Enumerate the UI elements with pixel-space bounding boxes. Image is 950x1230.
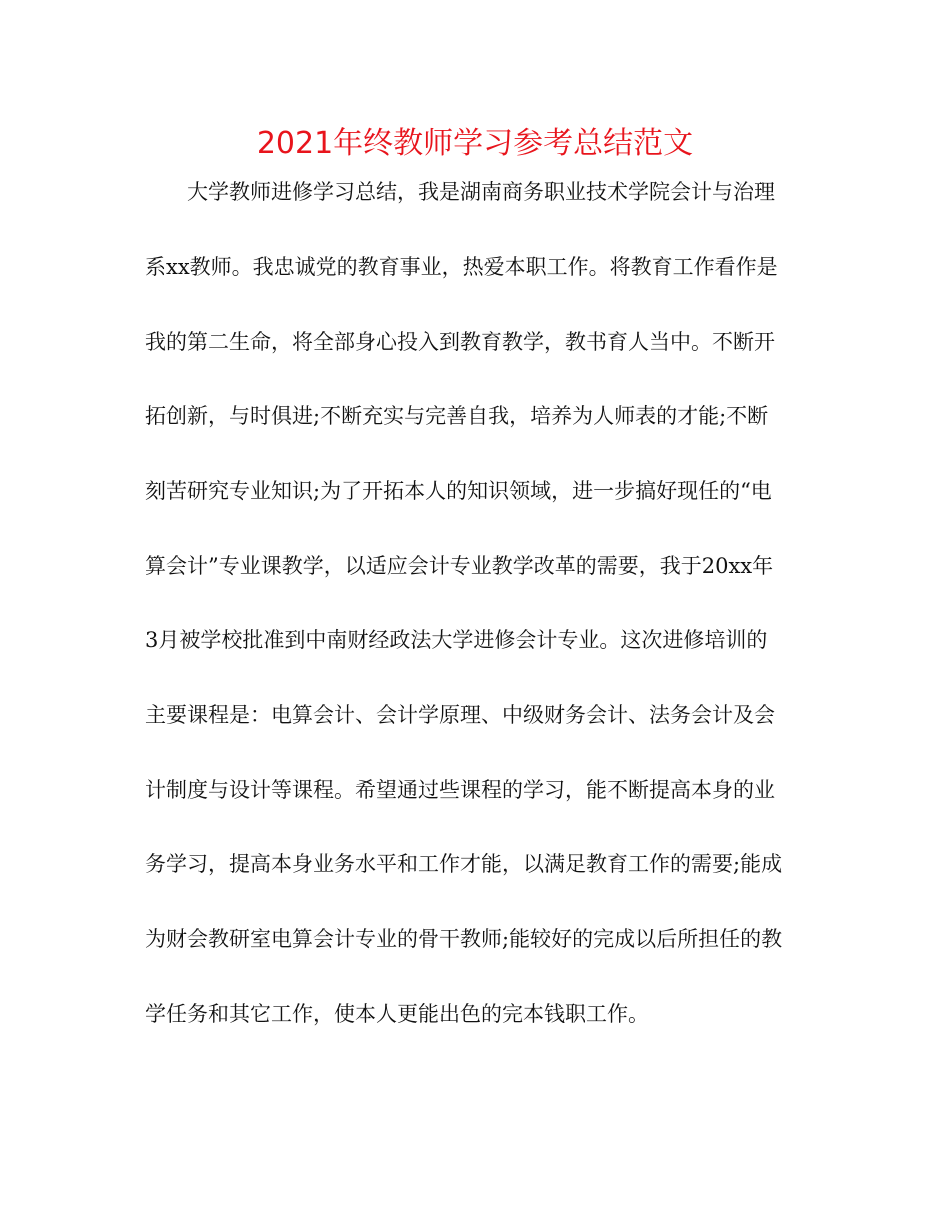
body-line: 主要课程是：电算会计、会计学原理、中级财务会计、法务会计及会 xyxy=(145,703,775,727)
body-line: 我的第二生命，将全部身心投入到教育教学，教书育人当中。不断开 xyxy=(145,330,775,354)
body-line: 为财会教研室电算会计专业的骨干教师;能较好的完成以后所担任的教 xyxy=(145,927,783,951)
body-line: 计制度与设计等课程。希望通过些课程的学习，能不断提高本身的业 xyxy=(145,778,775,802)
body-line: 大学教师进修学习总结，我是湖南商务职业技术学院会计与治理 xyxy=(187,180,775,204)
body-line: 算会计”专业课教学，以适应会计专业教学改革的需要，我于20xx年 xyxy=(145,554,774,578)
body-line: 3月被学校批准到中南财经政法大学进修会计专业。这次进修培训的 xyxy=(145,628,768,652)
body-line: 系xx教师。我忠诚党的教育事业，热爱本职工作。将教育工作看作是 xyxy=(145,255,778,279)
body-line: 拓创新，与时俱进;不断充实与完善自我，培养为人师表的才能;不断 xyxy=(145,404,769,428)
body-line: 刻苦研究专业知识;为了开拓本人的知识领域，进一步搞好现任的“电 xyxy=(145,479,772,503)
body-line: 务学习，提高本身业务水平和工作才能，以满足教育工作的需要;能成 xyxy=(145,852,783,876)
document-title: 2021年终教师学习参考总结范文 xyxy=(256,126,694,161)
body-line: 学任务和其它工作，使本人更能出色的完本钱职工作。 xyxy=(145,1002,649,1026)
